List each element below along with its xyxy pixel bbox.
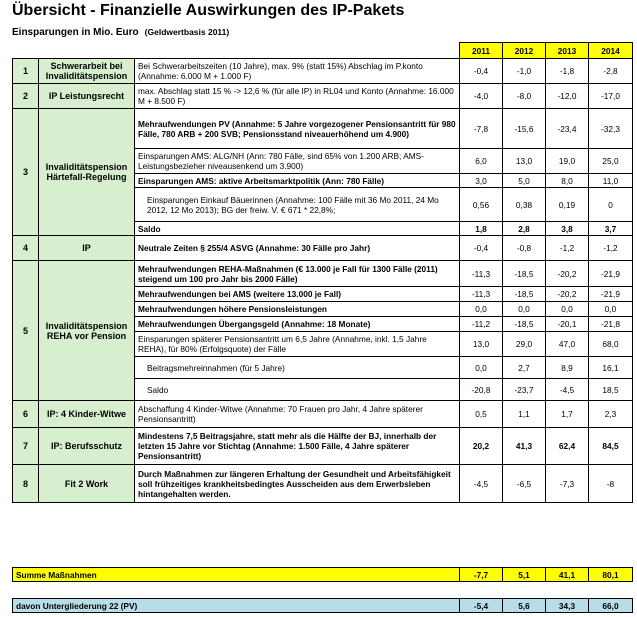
value-2013: 8,9 <box>546 357 589 379</box>
header-row <box>13 43 633 59</box>
value-2013: -4,5 <box>546 379 589 401</box>
value-2014: 2,3 <box>589 401 633 428</box>
value-2014: -21,9 <box>589 287 633 302</box>
year-2014-header: 2014 <box>589 43 633 59</box>
value-2013: 1,7 <box>546 401 589 428</box>
row-category: IP Leistungsrecht <box>39 84 135 109</box>
value-2014: 3,7 <box>589 222 633 236</box>
row-category: IP <box>39 236 135 261</box>
value-2012: -1,0 <box>503 59 546 84</box>
row-description: Einsparungen AMS: ALG/NH (Ann: 780 Fälle, sind 65% von 1.200 ARB; AMS-Leistungsbezieher niveausenkend um 3.900) <box>135 149 460 174</box>
value-2011: 13,0 <box>460 332 503 357</box>
summe-2014: 80,1 <box>589 568 633 582</box>
value-2013: 19,0 <box>546 149 589 174</box>
value-2014: 11,0 <box>589 174 633 188</box>
value-2013: 47,0 <box>546 332 589 357</box>
row-description: Einsparungen AMS: aktive Arbeitsmarktpolitik (Ann: 780 Fälle) <box>135 174 460 188</box>
row-description: Mehraufwendungen REHA-Maßnahmen (€ 13.000 je Fall für 1300 Fälle (2011) steigend um 100 pro Jahr bis 2000 Fälle) <box>135 261 460 287</box>
value-2012: 2,8 <box>503 222 546 236</box>
summe-2013: 41,1 <box>546 568 589 582</box>
row-category: IP: Berufsschutz <box>39 428 135 465</box>
subtitle-note: (Geldwertbasis 2011) <box>144 27 230 37</box>
summe-table <box>12 567 633 582</box>
value-2013: 3,8 <box>546 222 589 236</box>
value-2012: 41,3 <box>503 428 546 465</box>
value-2011: -7,8 <box>460 109 503 149</box>
ug22-row <box>13 599 633 613</box>
value-2013: -7,3 <box>546 465 589 503</box>
subtitle <box>12 27 229 38</box>
row-number: 2 <box>13 84 39 109</box>
row-description: Mindestens 7,5 Beitragsjahre, statt mehr als die Hälfte der BJ, innerhalb der letzten 15 Jahre vor Stichtag (Annahme: 1.500 Fälle, 4 Jahre späterer Pensionsantritt) <box>135 428 460 465</box>
row-number: 3 <box>13 109 39 236</box>
row-description: Einsparungen Einkauf Bäuerinnen (Annahme: 100 Fälle mit 36 Mo 2011, 24 Mo 2012, 12 Mo 2013); BG der freiw. V. € 671 * 22,8%; <box>135 188 460 222</box>
year-2013-header: 2013 <box>546 43 589 59</box>
ug22-label: davon Untergliederung 22 (PV) <box>13 599 460 613</box>
table-row <box>13 236 633 261</box>
row-category: Invaliditätspension Härtefall-Regelung <box>39 109 135 236</box>
value-2012: -18,5 <box>503 261 546 287</box>
table-row <box>13 109 633 149</box>
value-2013: 0,0 <box>546 302 589 317</box>
row-category: Invaliditätspension REHA vor Pension <box>39 261 135 401</box>
row-description: Saldo <box>135 222 460 236</box>
page-title: Übersicht - Finanzielle Auswirkungen des IP-Pakets <box>12 2 405 19</box>
value-2013: -20,2 <box>546 261 589 287</box>
value-2014: 18,5 <box>589 379 633 401</box>
row-description: Mehraufwendungen höhere Pensionsleistungen <box>135 302 460 317</box>
value-2012: -8,0 <box>503 84 546 109</box>
row-category: Schwerarbeit bei Invaliditätspension <box>39 59 135 84</box>
value-2014: 0 <box>589 188 633 222</box>
row-description: Mehraufwendungen Übergangsgeld (Annahme: 18 Monate) <box>135 317 460 332</box>
summe-2011: -7,7 <box>460 568 503 582</box>
year-2012-header: 2012 <box>503 43 546 59</box>
value-2014: 68,0 <box>589 332 633 357</box>
row-description: Bei Schwerarbeitszeiten (10 Jahre), max. 9% (statt 15%) Abschlag im P.konto (Annahme: 6.000 M + 1.000 F) <box>135 59 460 84</box>
ug22-table <box>12 598 633 613</box>
value-2011: -4,0 <box>460 84 503 109</box>
value-2012: 0,0 <box>503 302 546 317</box>
measures-table <box>12 42 633 503</box>
value-2011: -20,8 <box>460 379 503 401</box>
row-description: Neutrale Zeiten § 255/4 ASVG (Annahme: 30 Fälle pro Jahr) <box>135 236 460 261</box>
table-row <box>13 59 633 84</box>
row-number: 7 <box>13 428 39 465</box>
row-description: max. Abschlag statt 15 % -> 12,6 % (für alle IP) in RL04 und Konto (Annahme: 16.000 M + 8.500 F) <box>135 84 460 109</box>
value-2014: -17,0 <box>589 84 633 109</box>
table-row <box>13 261 633 287</box>
value-2012: -18,5 <box>503 287 546 302</box>
row-number: 5 <box>13 261 39 401</box>
row-description: Mehraufwendungen PV (Annahme: 5 Jahre vorgezogener Pensionsantritt für 980 Fälle, 780 ARB + 200 SVB; Pensionsstand niveauerhöhend um 4.900) <box>135 109 460 149</box>
value-2013: -20,1 <box>546 317 589 332</box>
value-2012: 13,0 <box>503 149 546 174</box>
value-2014: -2,8 <box>589 59 633 84</box>
value-2011: -11,2 <box>460 317 503 332</box>
ug22-2013: 34,3 <box>546 599 589 613</box>
value-2012: -6,5 <box>503 465 546 503</box>
value-2012: 5,0 <box>503 174 546 188</box>
value-2012: -18,5 <box>503 317 546 332</box>
value-2014: 25,0 <box>589 149 633 174</box>
value-2012: -0,8 <box>503 236 546 261</box>
ug22-2012: 5,6 <box>503 599 546 613</box>
value-2014: 84,5 <box>589 428 633 465</box>
value-2013: -1,2 <box>546 236 589 261</box>
value-2011: -0,4 <box>460 59 503 84</box>
summe-row <box>13 568 633 582</box>
value-2011: -0,4 <box>460 236 503 261</box>
value-2013: 62,4 <box>546 428 589 465</box>
row-description: Abschaffung 4 Kinder-Witwe (Annahme: 70 Frauen pro Jahr, 4 Jahre späterer Pensionsantritt) <box>135 401 460 428</box>
value-2012: -23,7 <box>503 379 546 401</box>
value-2014: 0,0 <box>589 302 633 317</box>
value-2013: 8,0 <box>546 174 589 188</box>
value-2012: 2,7 <box>503 357 546 379</box>
row-number: 6 <box>13 401 39 428</box>
summe-label: Summe Maßnahmen <box>13 568 460 582</box>
value-2011: 1,8 <box>460 222 503 236</box>
value-2012: 29,0 <box>503 332 546 357</box>
row-description: Durch Maßnahmen zur längeren Erhaltung der Gesundheit und Arbeitsfähigkeit soll frühzeitiges krankheitsbedingtes Ausscheiden aus dem Erwerbsleben hintangehalten werden. <box>135 465 460 503</box>
ug22-2014: 66,0 <box>589 599 633 613</box>
value-2011: 0,0 <box>460 302 503 317</box>
row-number: 8 <box>13 465 39 503</box>
value-2014: -21,9 <box>589 261 633 287</box>
value-2014: -21,8 <box>589 317 633 332</box>
row-description: Saldo <box>135 379 460 401</box>
value-2012: 1,1 <box>503 401 546 428</box>
value-2011: -11,3 <box>460 287 503 302</box>
value-2014: -8 <box>589 465 633 503</box>
row-description: Beitragsmehreinnahmen (für 5 Jahre) <box>135 357 460 379</box>
table-row <box>13 428 633 465</box>
value-2011: 0,0 <box>460 357 503 379</box>
row-category: Fit 2 Work <box>39 465 135 503</box>
row-number: 4 <box>13 236 39 261</box>
value-2012: -15,6 <box>503 109 546 149</box>
table-row <box>13 465 633 503</box>
value-2013: -23,4 <box>546 109 589 149</box>
value-2011: 0,5 <box>460 401 503 428</box>
row-description: Einsparungen späterer Pensionsantritt um 6,5 Jahre (Annahme, inkl. 1,5 Jahre REHA), für 80% (Erfolgsquote) der Fälle <box>135 332 460 357</box>
subtitle-text: Einsparungen in Mio. Euro <box>12 27 139 38</box>
value-2013: -20,2 <box>546 287 589 302</box>
value-2014: 16,1 <box>589 357 633 379</box>
table-row <box>13 401 633 428</box>
row-description: Mehraufwendungen bei AMS (weitere 13.000 je Fall) <box>135 287 460 302</box>
value-2012: 0,38 <box>503 188 546 222</box>
value-2011: 3,0 <box>460 174 503 188</box>
value-2011: -11,3 <box>460 261 503 287</box>
value-2013: -1,8 <box>546 59 589 84</box>
value-2011: 6,0 <box>460 149 503 174</box>
value-2011: -4,5 <box>460 465 503 503</box>
value-2014: -1,2 <box>589 236 633 261</box>
table-row <box>13 84 633 109</box>
summe-2012: 5,1 <box>503 568 546 582</box>
row-number: 1 <box>13 59 39 84</box>
ug22-2011: -5,4 <box>460 599 503 613</box>
value-2011: 0,56 <box>460 188 503 222</box>
year-2011-header: 2011 <box>460 43 503 59</box>
value-2011: 20,2 <box>460 428 503 465</box>
value-2013: -12,0 <box>546 84 589 109</box>
value-2014: -32,3 <box>589 109 633 149</box>
row-category: IP: 4 Kinder-Witwe <box>39 401 135 428</box>
value-2013: 0,19 <box>546 188 589 222</box>
